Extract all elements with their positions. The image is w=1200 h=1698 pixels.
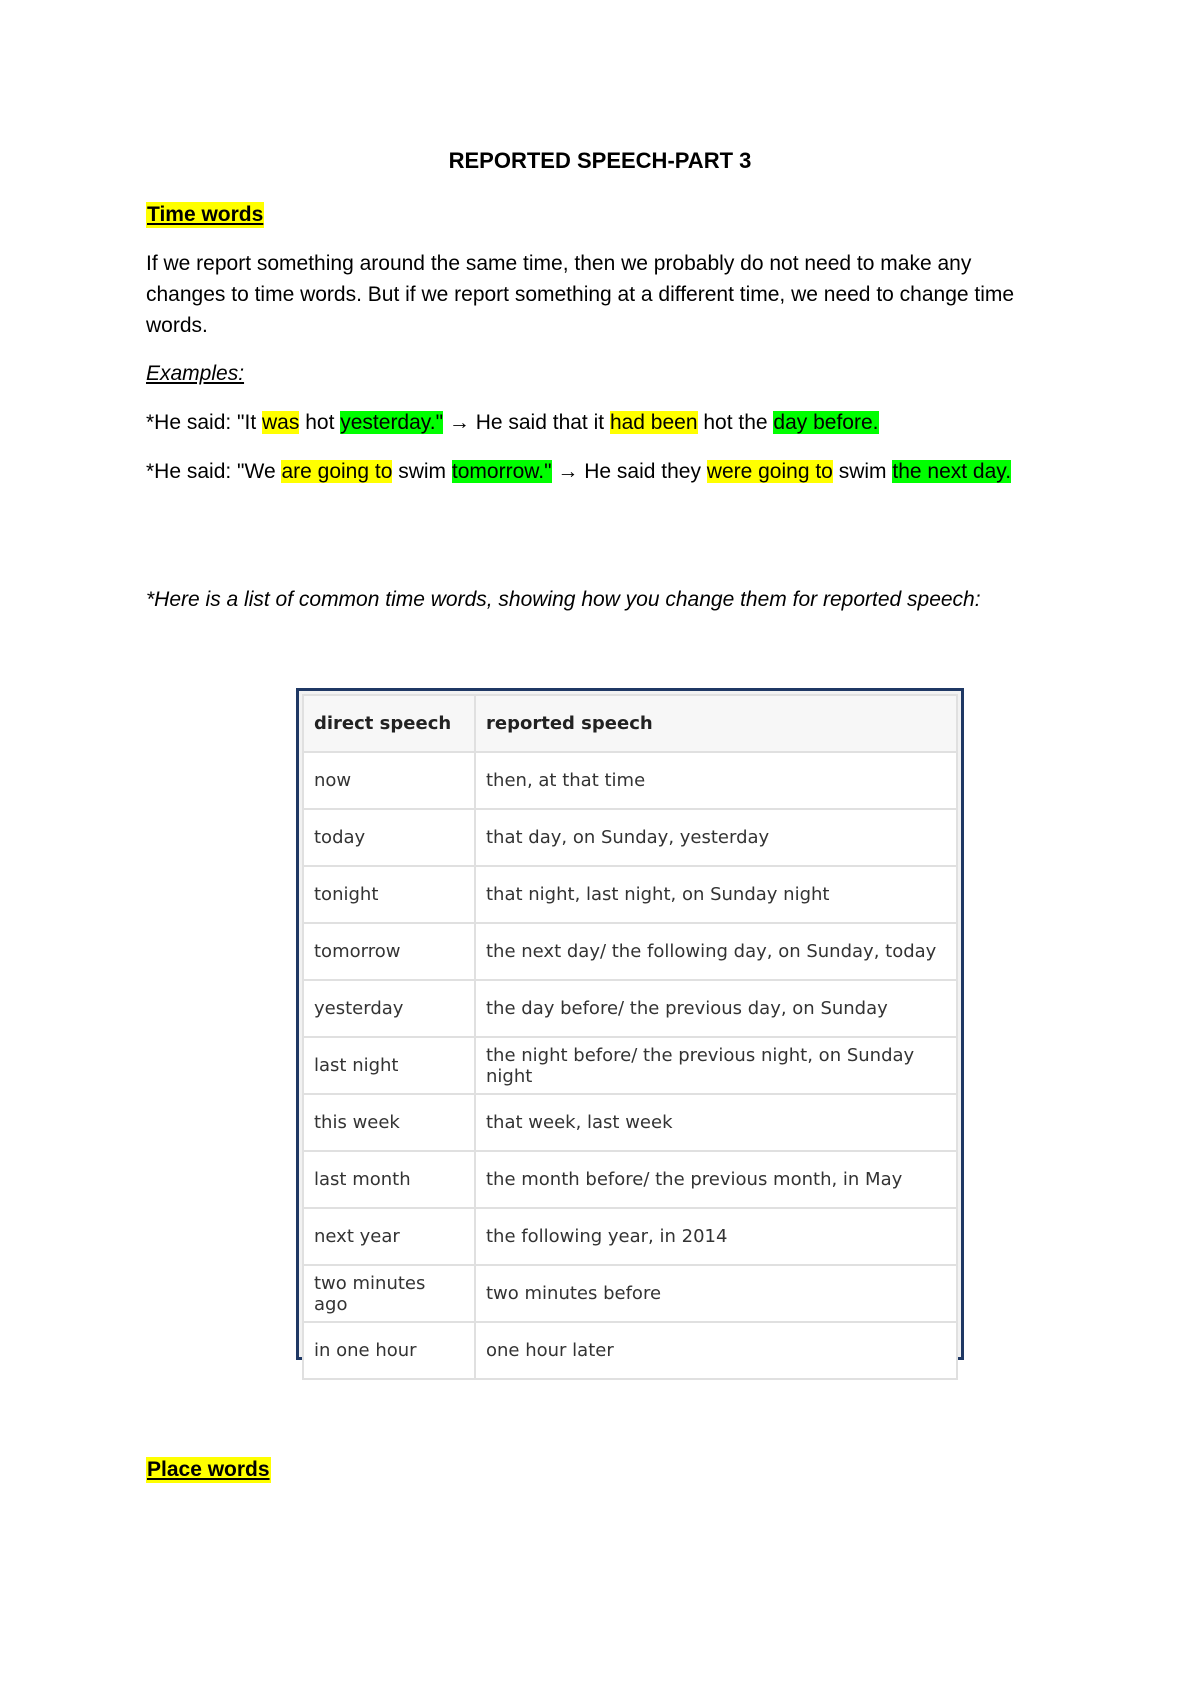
header-direct-speech: direct speech [303, 695, 475, 752]
intro-paragraph: If we report something around the same time, then we probably do not need to make any changes to time words. But if we report something at a different time, we need to change time words. [146, 252, 1015, 337]
table-row [303, 1094, 957, 1151]
example-2-text-1: *He said: "We [146, 460, 282, 483]
example-2-highlight-4: the next day. [892, 460, 1012, 483]
direct-cell: tomorrow [303, 923, 475, 980]
example-1-text-3: → He said that it [443, 411, 610, 434]
table-row [303, 752, 957, 809]
table-row [303, 1151, 957, 1208]
direct-cell: in one hour [303, 1322, 475, 1379]
table-row [303, 1208, 957, 1265]
example-1-highlight-3: had been [609, 411, 698, 434]
reported-cell: the day before/ the previous day, on Sunday [475, 980, 957, 1037]
section-heading-place-words: Place words [147, 1458, 270, 1481]
example-2-text-4: swim [832, 460, 893, 483]
page-title: REPORTED SPEECH-PART 3 [448, 148, 752, 173]
table-intro-note: *Here is a list of common time words, showing how you change them for reported speech: [146, 588, 981, 611]
reported-cell: that week, last week [475, 1094, 957, 1151]
direct-cell: next year [303, 1208, 475, 1265]
reported-cell: that day, on Sunday, yesterday [475, 809, 957, 866]
time-words-table [302, 694, 958, 1380]
reported-cell: the night before/ the previous night, on Sunday night [475, 1037, 957, 1094]
example-1-text-4: hot the [697, 411, 774, 434]
example-2-text-2: swim [392, 460, 452, 483]
example-2 [146, 456, 1046, 488]
header-reported-speech: reported speech [475, 695, 957, 752]
example-1-text-2: hot [299, 411, 341, 434]
example-1 [146, 407, 1046, 439]
examples-label: Examples: [146, 362, 245, 385]
direct-cell: this week [303, 1094, 475, 1151]
section-heading-time-words: Time words [147, 203, 264, 226]
direct-cell: last month [303, 1151, 475, 1208]
example-2-highlight-3: were going to [706, 460, 833, 483]
table-row [303, 1322, 957, 1379]
example-1-text-1: *He said: "It [146, 411, 263, 434]
direct-cell: yesterday [303, 980, 475, 1037]
direct-cell: now [303, 752, 475, 809]
example-1-highlight-2: yesterday." [340, 411, 444, 434]
reported-cell: the month before/ the previous month, in May [475, 1151, 957, 1208]
reported-cell: that night, last night, on Sunday night [475, 866, 957, 923]
table-row [303, 1037, 957, 1094]
example-1-highlight-1: was [262, 411, 300, 434]
direct-cell: two minutes ago [303, 1265, 475, 1322]
example-2-text-3: → He said they [551, 460, 707, 483]
reported-cell: two minutes before [475, 1265, 957, 1322]
table-row [303, 866, 957, 923]
direct-cell: today [303, 809, 475, 866]
direct-cell: tonight [303, 866, 475, 923]
reported-cell: the following year, in 2014 [475, 1208, 957, 1265]
reported-cell: then, at that time [475, 752, 957, 809]
time-words-table-frame [296, 688, 964, 1360]
table-row [303, 923, 957, 980]
example-2-highlight-1: are going to [281, 460, 393, 483]
reported-cell: the next day/ the following day, on Sunday, today [475, 923, 957, 980]
example-2-highlight-2: tomorrow." [451, 460, 552, 483]
table-header-row [303, 695, 957, 752]
example-1-highlight-4: day before. [773, 411, 879, 434]
table-row [303, 1265, 957, 1322]
reported-cell: one hour later [475, 1322, 957, 1379]
direct-cell: last night [303, 1037, 475, 1094]
table-row [303, 809, 957, 866]
table-row [303, 980, 957, 1037]
